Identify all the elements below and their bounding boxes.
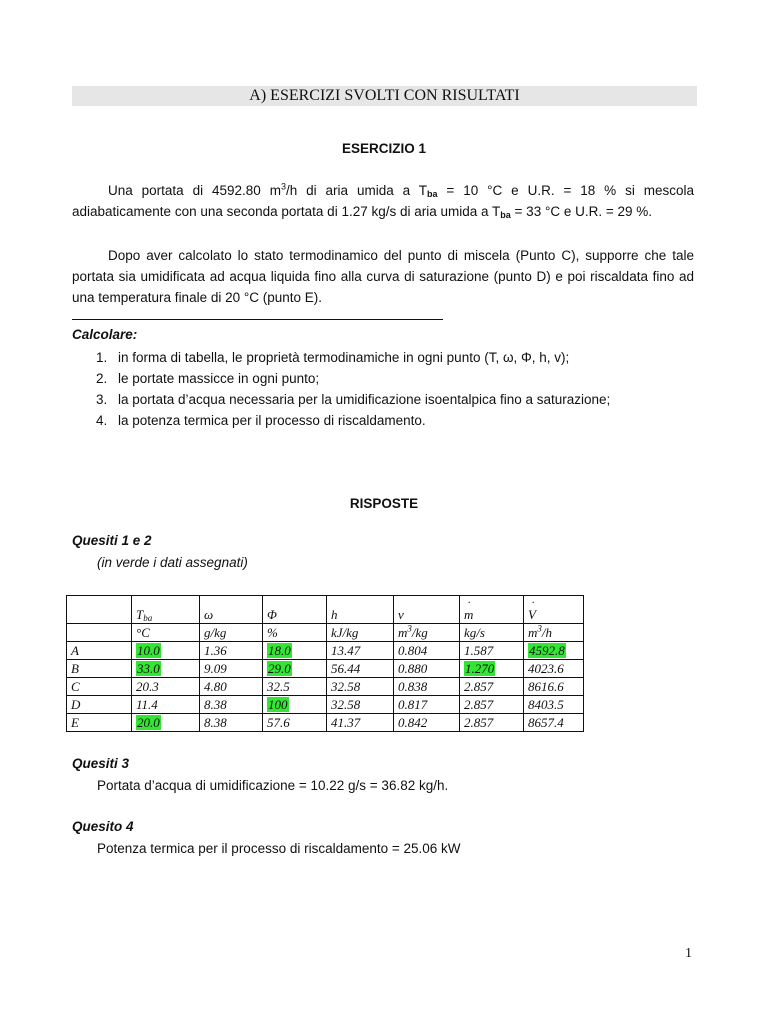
cell-omega: 8.38 [200, 696, 263, 714]
cell-V: 4023.6 [524, 660, 584, 678]
list-item [96, 389, 610, 410]
cell-v: 0.838 [394, 678, 460, 696]
list-item [96, 368, 610, 389]
quesito-4-title: Quesito 4 [72, 819, 134, 834]
risposte-title: RISPOSTE [349, 496, 419, 511]
cell-tba: 33.0 [132, 660, 200, 678]
cell-m: 2.857 [460, 714, 524, 732]
table-row [67, 660, 584, 678]
table-row [67, 714, 584, 732]
list-item [96, 347, 610, 368]
unit-v: $m^3/kg$ [394, 624, 460, 642]
cell-V: 8657.4 [524, 714, 584, 732]
cell-omega: 9.09 [200, 660, 263, 678]
list-number: 4. [96, 413, 108, 428]
p1-part-b: /h di aria umida a T [285, 183, 428, 198]
unit-tba: °C [132, 624, 200, 642]
cell-m: 2.857 [460, 696, 524, 714]
cell-h: 56.44 [327, 660, 394, 678]
cell-V: 8403.5 [524, 696, 584, 714]
cell-v: 0.880 [394, 660, 460, 678]
symbol-V-dot: ˙ V [524, 596, 584, 624]
cell-h: 41.37 [327, 714, 394, 732]
cell-v: 0.817 [394, 696, 460, 714]
p2-text: Dopo aver calcolato lo stato termodinamico del punto di miscela (Punto C), supporre che tale portata sia umidificata ad acqua liquida fino alla curva di saturazione (punto D) e poi riscaldata fino ad una temperatura finale di 20 °C (punto E). [72, 248, 694, 305]
row-label: C [67, 678, 132, 696]
cell-V: 4592.8 [524, 642, 584, 660]
quesito-3-answer: Portata d’acqua di umidificazione = 10.22 g/s = 36.82 kg/h. [97, 778, 449, 793]
list-item [96, 410, 610, 431]
results-table [66, 595, 584, 732]
cell-omega: 4.80 [200, 678, 263, 696]
cell-tba: 10.0 [132, 642, 200, 660]
p1-part-d: = 33 °C e U.R. = 29 %. [510, 204, 653, 219]
cell-v: 0.804 [394, 642, 460, 660]
symbol-phi: Φ [263, 596, 327, 624]
p1-sub-2: ba [500, 210, 511, 220]
symbol-tba: $T_{ba}$ [132, 596, 200, 624]
symbol-m-dot: ˙ m [460, 596, 524, 624]
calcolare-title: Calcolare: [72, 327, 138, 342]
cell-h: 32.58 [327, 696, 394, 714]
calcolare-list [96, 347, 610, 431]
cell-h: 13.47 [327, 642, 394, 660]
p1-part-c: = 10 °C e U.R. = 18 % si mescola adiabaticamente con una seconda portata di 1.27 kg/s di aria umida a T [72, 183, 694, 219]
symbol-omega: ω [200, 596, 263, 624]
problem-paragraph-1 [72, 180, 694, 222]
quesito-4-answer: Potenza termica per il processo di riscaldamento = 25.06 kW [97, 841, 461, 856]
cell-V: 8616.6 [524, 678, 584, 696]
cell-tba: 11.4 [132, 696, 200, 714]
row-label: A [67, 642, 132, 660]
table-row [67, 696, 584, 714]
cell-omega: 1.36 [200, 642, 263, 660]
horizontal-rule [72, 319, 443, 320]
cell-phi: 32.5 [263, 678, 327, 696]
table-corner-cell [67, 596, 132, 624]
table-symbol-row [67, 596, 584, 624]
quesiti-1-2-title: Quesiti 1 e 2 [72, 533, 152, 548]
list-text: le portate massicce in ogni punto; [118, 371, 320, 386]
problem-paragraph-2 [72, 245, 694, 308]
list-number: 1. [96, 350, 108, 365]
p1-sup: 3 [280, 181, 286, 192]
cell-phi: 18.0 [263, 642, 327, 660]
symbol-v: v [394, 596, 460, 624]
list-text: la portata d’acqua necessaria per la umidificazione isoentalpica fino a saturazione; [118, 392, 611, 407]
p1-part-a: Una portata di 4592.80 m [108, 183, 281, 198]
cell-m: 1.270 [460, 660, 524, 678]
unit-omega: g/kg [200, 624, 263, 642]
exercise-title: ESERCIZIO 1 [341, 141, 427, 156]
table-unit-row [67, 624, 584, 642]
table-row [67, 642, 584, 660]
cell-omega: 8.38 [200, 714, 263, 732]
table-row [67, 678, 584, 696]
cell-tba: 20.0 [132, 714, 200, 732]
cell-phi: 100 [263, 696, 327, 714]
cell-v: 0.842 [394, 714, 460, 732]
list-text: la potenza termica per il processo di riscaldamento. [118, 413, 426, 428]
section-banner: A) ESERCIZI SVOLTI CON RISULTATI [72, 86, 697, 106]
list-number: 3. [96, 392, 108, 407]
cell-tba: 20.3 [132, 678, 200, 696]
row-label: E [67, 714, 132, 732]
cell-h: 32.58 [327, 678, 394, 696]
list-text: in forma di tabella, le proprietà termodinamiche in ogni punto (T, ω, Φ, h, v); [118, 350, 570, 365]
row-label: B [67, 660, 132, 678]
quesiti-1-2-note: (in verde i dati assegnati) [97, 555, 248, 570]
unit-h: kJ/kg [327, 624, 394, 642]
row-label: D [67, 696, 132, 714]
symbol-h: h [327, 596, 394, 624]
unit-V: $m^3/h$ [524, 624, 584, 642]
table-unit-blank [67, 624, 132, 642]
unit-m: kg/s [460, 624, 524, 642]
unit-phi: % [263, 624, 327, 642]
cell-phi: 57.6 [263, 714, 327, 732]
cell-m: 1.587 [460, 642, 524, 660]
list-number: 2. [96, 371, 108, 386]
cell-m: 2.857 [460, 678, 524, 696]
page-number: 1 [685, 946, 692, 961]
quesito-3-title: Quesiti 3 [72, 756, 130, 771]
cell-phi: 29.0 [263, 660, 327, 678]
p1-sub: ba [427, 189, 438, 199]
